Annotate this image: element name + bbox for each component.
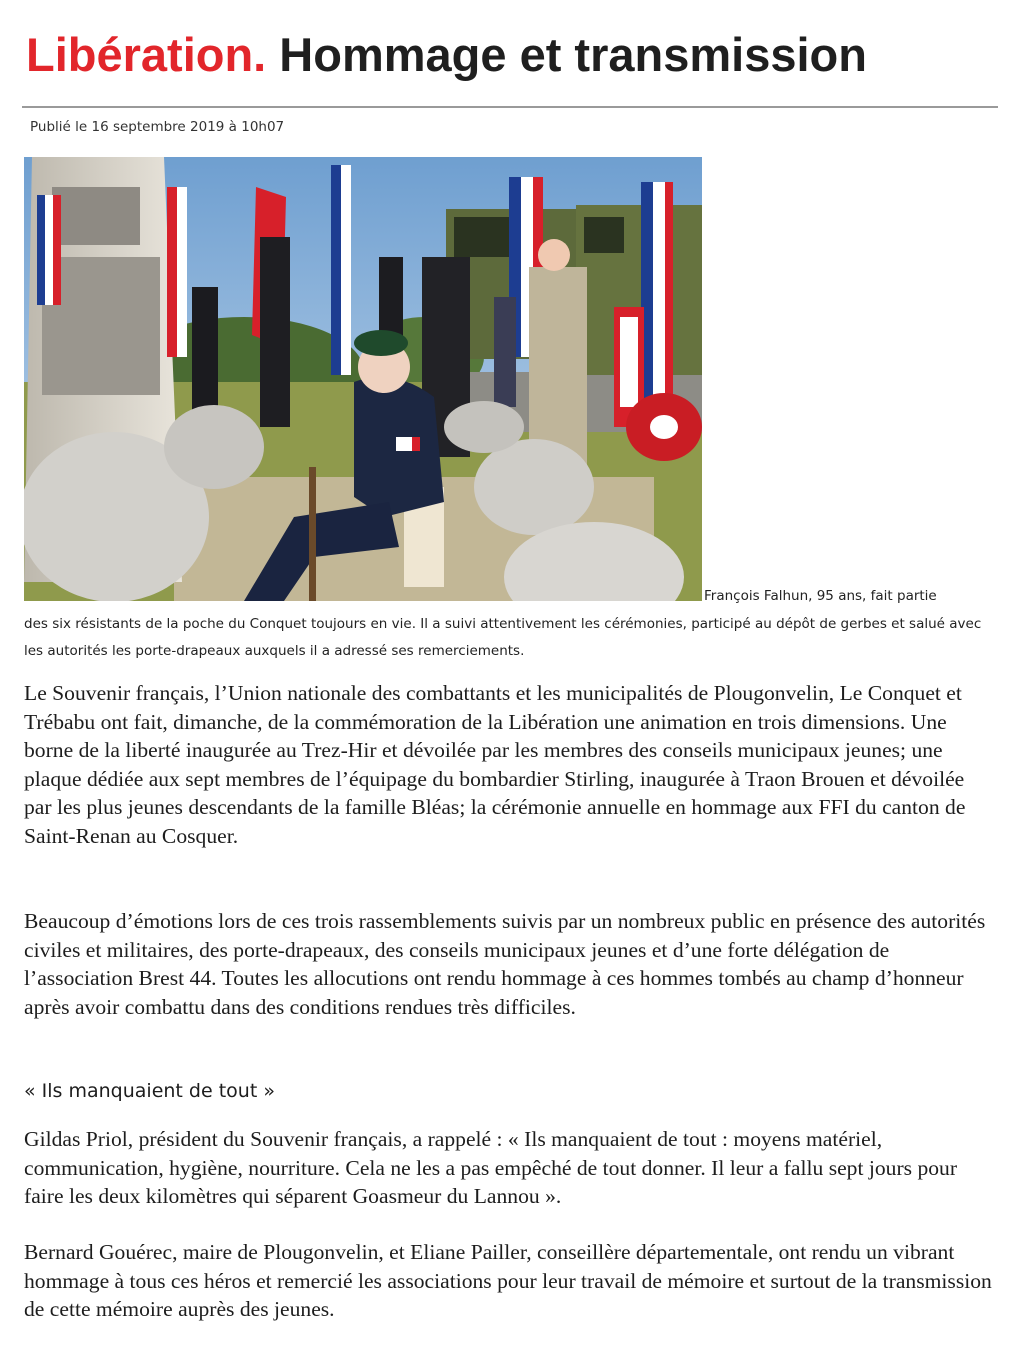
headline-title: Hommage et transmission — [279, 28, 867, 81]
photo-caption — [24, 583, 990, 666]
article-photo — [24, 157, 702, 601]
article-paragraph: Beaucoup d’émotions lors de ces trois rassemblements suivis par un nombreux public en présence des autorités civiles et militaires, des porte-drapeaux, des conseils municipaux jeunes et d’une forte délégation de l’association Brest 44. Toutes les allocutions ont rendu hommage à ces hommes tombés au champ d’honneur après avoir combattu dans des conditions rendues très difficiles. — [24, 909, 986, 1019]
article-paragraph: Gildas Priol, président du Souvenir français, a rappelé : « Ils manquaient de tout : moyens matériel, communication, hygiène, nourriture. Cela ne les a pas empêché de tout donner. Il leur a fallu sept jours pour faire les deux kilomètres qui séparent Goasmeur du Lannou ». — [24, 1127, 958, 1209]
photo-caption-rest: des six résistants de la poche du Conquet toujours en vie. Il a suivi attentivement les cérémonies, participé au dépôt de gerbes et salué avec les autorités les porte-drapeaux auxquels il a adressé ses remerciements. — [24, 615, 982, 659]
header-divider — [22, 106, 998, 108]
article-paragraph: Le Souvenir français, l’Union nationale des combattants et les municipalités de Plougonvelin, Le Conquet et Trébabu ont fait, dimanche, de la commémoration de la Libération une animation en trois dimensions. Une borne de la liberté inaugurée au Trez-Hir et dévoilée par les membres des conseils municipaux jeunes; une plaque dédiée aux sept membres de l’équipage du bombardier Stirling, inaugurée à Traon Brouen et dévoilée par les plus jeunes descendants de la famille Bléas; la cérémonie annuelle en hommage aux FFI du canton de Saint-Renan au Cosquer. — [24, 681, 966, 848]
publication-date: Publié le 16 septembre 2019 à 10h07 — [30, 119, 285, 135]
headline-kicker: Libération. — [26, 28, 267, 81]
article-paragraph: Bernard Gouérec, maire de Plougonvelin, et Eliane Pailler, conseillère départementale, ont rendu un vibrant hommage à tous ces héros et remercié les associations pour leur travail de mémoire et surtout de la transmission de cette mémoire auprès des jeunes. — [24, 1240, 992, 1322]
article-headline — [26, 26, 867, 84]
article-subheading: « Ils manquaient de tout » — [24, 1080, 275, 1102]
photo-caption-lead: François Falhun, 95 ans, fait partie — [704, 588, 937, 604]
